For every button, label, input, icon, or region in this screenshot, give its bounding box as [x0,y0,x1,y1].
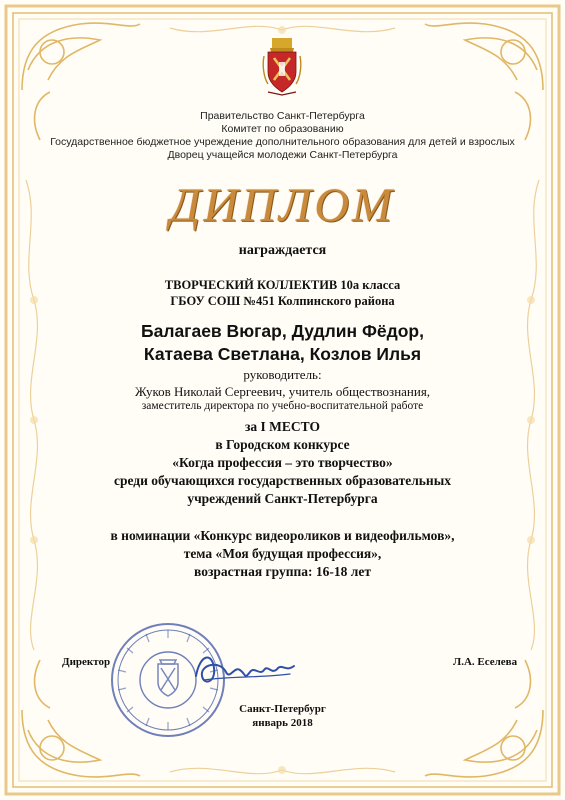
participant-names-line2: Катаева Светлана, Козлов Илья [143,344,422,364]
nomination-theme: тема «Моя будущая профессия», [183,546,382,561]
director-name: Л.А. Еселева [453,656,518,668]
issue-city: Санкт-Петербург [239,703,326,715]
awarded-label: награждается [238,243,327,258]
leader-name: Жуков Николай Сергеевич, учитель обществознания, [134,384,431,399]
diploma-title: ДИПЛОМ [169,179,396,232]
nomination-block [0,527,565,581]
participant-names [0,320,565,366]
award-audience: среди обучающихся государственных образовательных [113,473,451,488]
award-block [0,418,565,508]
issuer-block [0,110,565,162]
award-place: за I МЕСТО [244,419,320,434]
leader-label: руководитель: [243,367,322,382]
director-label: Директор [62,656,111,668]
collective-block [0,277,565,309]
handwritten-signature [190,646,300,692]
nomination-category: в номинации «Конкурс видеороликов и видеофильмов», [110,528,455,543]
award-contest-name: «Когда профессия – это творчество» [172,455,393,470]
issuer-institution: Государственное бюджетное учреждение дополнительного образования для детей и взрослых [50,136,515,148]
award-contest: в Городском конкурсе [215,437,350,452]
leader-position: заместитель директора по учебно-воспитательной работе [141,400,424,412]
award-audience-cont: учреждений Санкт-Петербурга [187,491,378,506]
issuer-government: Правительство Санкт-Петербурга [200,110,365,122]
issuer-committee: Комитет по образованию [221,123,344,135]
participant-names-line1: Балагаев Вюгар, Дудлин Фёдор, [141,321,424,341]
nomination-age-group: возрастная группа: 16-18 лет [194,564,371,579]
issuer-palace: Дворец учащейся молодежи Санкт-Петербурга [167,149,398,161]
collective-school: ГБОУ СОШ №451 Колпинского района [170,294,395,308]
issue-place-date [0,702,565,730]
collective-name: ТВОРЧЕСКИЙ КОЛЛЕКТИВ 10а класса [164,278,401,292]
leader-block [0,385,565,413]
issue-date: январь 2018 [252,717,313,729]
